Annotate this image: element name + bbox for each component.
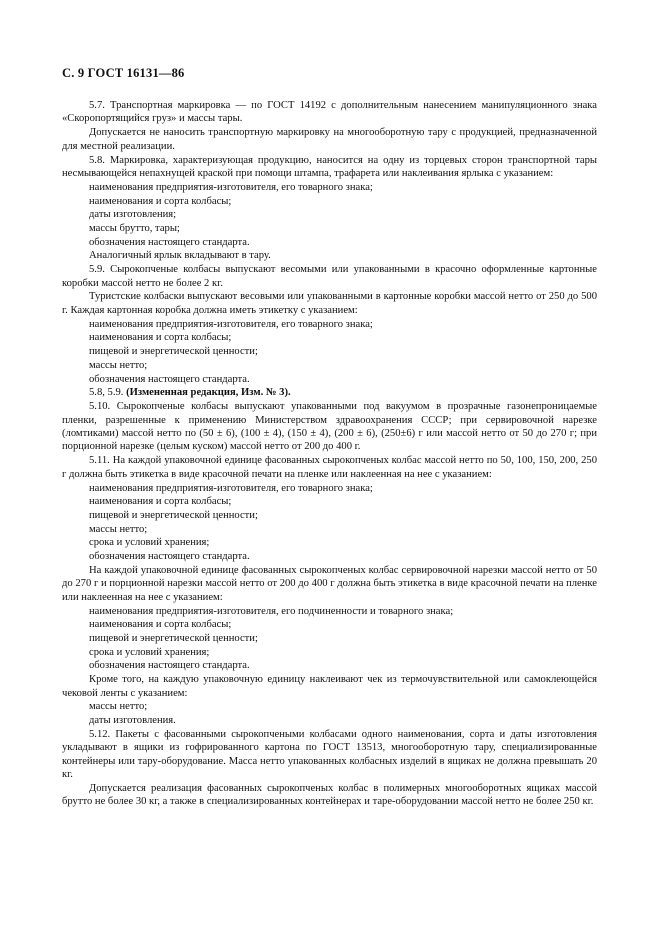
list-item: срока и условий хранения;: [89, 537, 210, 549]
list-item: обозначения настоящего стандарта.: [89, 373, 250, 385]
list-item: наименования предприятия-изготовителя, его товарного знака;: [89, 482, 373, 494]
paragraph: [62, 386, 597, 399]
list-item: наименования и сорта колбасы;: [89, 332, 232, 344]
paragraph: 5.8. Маркировка, характеризующая продукцию, наносится на одну из торцевых сторон транспортной тары несмывающейся непахнущей краской при помощи штампа, трафарета или наклеивания ярлыка с указанием:: [62, 154, 597, 180]
list-item: массы нетто;: [89, 359, 148, 371]
paragraph: На каждой упаковочной единице фасованных сырокопченых колбас сервировочной нарезки массой нетто от 50 до 270 г и порционной нарезки массой нетто от 200 до 400 г должна быть этикетка в виде красочной печати на пленке или наклеенная на нее с указанием:: [62, 564, 597, 603]
list-item: пищевой и энергетической ценности;: [89, 346, 258, 358]
list-item: срока и условий хранения;: [89, 646, 210, 658]
paragraph: 5.7. Транспортная маркировка — по ГОСТ 14192 с дополнительным нанесением манипуляционного знака «Скоропортящийся груз» и массы тары.: [62, 100, 597, 125]
paragraph: Туристские колбаски выпускают весовыми или упакованными в картонные коробки массой нетто от 250 до 500 г. Каждая картонная коробка должна иметь этикетку с указанием:: [62, 291, 597, 316]
list-item: даты изготовления;: [89, 209, 177, 221]
page-header: С. 9 ГОСТ 16131—86: [62, 66, 185, 80]
list-item: обозначения настоящего стандарта.: [89, 551, 250, 563]
list-item: пищевой и энергетической ценности;: [89, 510, 258, 522]
list-item: наименования предприятия-изготовителя, его товарного знака;: [89, 181, 373, 193]
paragraph: 5.11. На каждой упаковочной единице фасованных сырокопченых колбас массой нетто по 50, 100, 150, 200, 250 г должна быть этикетка в виде красочной печати на пленке или наклеенная на нее с указанием:: [62, 455, 597, 480]
list-item: наименования и сорта колбасы;: [89, 195, 232, 207]
amendment-note: (Измененная редакция, Изм. № 3).: [126, 387, 291, 399]
list-item: наименования предприятия-изготовителя, его товарного знака;: [89, 318, 373, 330]
list-item: наименования и сорта колбасы;: [89, 619, 232, 631]
list-item: массы нетто;: [89, 523, 148, 535]
paragraph: 5.10. Сырокопченые колбасы выпускают упакованными под вакуумом в прозрачные газонепроницаемые пленки, разрешенные к применению Министерством здравоохранения СССР; при сервировочной нарезке (ломтиками) массой нетто по (50 ± 6), (100 ± 4), (150 ± 4), (200 ± 6), (250±6) г или массой нетто от 50 до 270 г; при порционной нарезке (целым куском) массой нетто от 200 до 400 г.: [62, 401, 597, 453]
paragraph: Кроме того, на каждую упаковочную единицу наклеивают чек из термочувствительной или самоклеющейся чековой ленты с указанием:: [62, 674, 597, 699]
list-item: обозначения настоящего стандарта.: [89, 236, 250, 248]
paragraph-text: 5.8, 5.9.: [89, 387, 127, 399]
list-item: пищевой и энергетической ценности;: [89, 632, 258, 644]
list-item: Аналогичный ярлык вкладывают в тару.: [89, 250, 271, 262]
paragraph: 5.9. Сырокопченые колбасы выпускают весомыми или упакованными в красочно оформленные картонные коробки массой нетто не более 2 кг.: [62, 264, 597, 289]
list-item: даты изготовления.: [89, 715, 176, 727]
paragraph: Допускается реализация фасованных сырокопченых колбас в полимерных многооборотных ящиках массой брутто не более 30 кг, а также в специализированных контейнерах и таре-оборудовании массой нетто не более 250 кг.: [62, 782, 597, 808]
list-item: обозначения настоящего стандарта.: [89, 660, 250, 672]
list-item: массы брутто, тары;: [89, 223, 180, 235]
list-item: наименования предприятия-изготовителя, его подчиненности и товарного знака;: [89, 605, 454, 617]
paragraph: 5.12. Пакеты с фасованными сырокопчеными колбасами одного наименования, сорта и даты изготовления укладывают в ящики из гофрированного картона по ГОСТ 13513, многооборотную тару, специализированные контейнеры или тару-оборудование. Масса нетто упакованных колбасных изделий в ящиках не должна превышать 20 кг.: [62, 728, 597, 781]
document-body: [62, 99, 597, 809]
list-item: массы нетто;: [89, 701, 148, 713]
list-item: наименования и сорта колбасы;: [89, 496, 232, 508]
paragraph: Допускается не наносить транспортную маркировку на многооборотную тару с продукцией, предназначенной для местной реализации.: [62, 127, 597, 152]
